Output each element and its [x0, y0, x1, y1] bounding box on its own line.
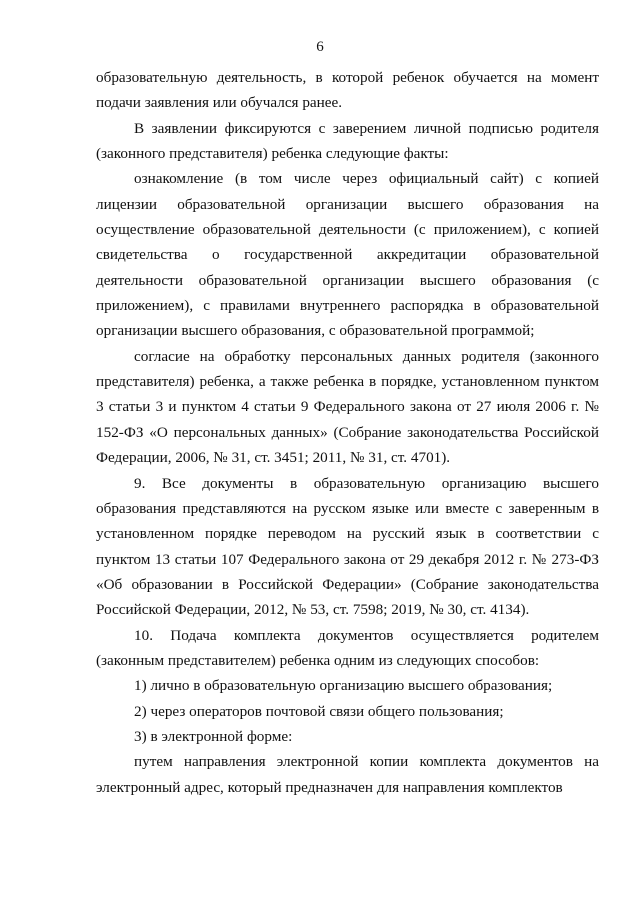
- list-item-electronic: 3) в электронной форме:: [134, 727, 293, 745]
- paragraph-license-acquaintance: ознакомление (в том числе через официальный сайт) с копией лицензии образовательной организации высшего образования на осуществление образовательной деятельности (с приложением), с копией свидетельства о государственной аккредитации образовательной деятельности образовательной организации высшего образования (с приложением), с правилами внутреннего распорядка в образовательной организации высшего образования, с образовательной программой;: [96, 170, 599, 340]
- paragraph-continuation: образовательную деятельность, в которой ребенок обучается на момент подачи заявления или обучался ранее.: [96, 69, 599, 112]
- list-item-postal: 2) через операторов почтовой связи общего пользования;: [134, 702, 504, 720]
- paragraph-application-facts: В заявлении фиксируются с заверением личной подписью родителя (законного представителя) ребенка следующие факты:: [96, 119, 599, 163]
- paragraph-electronic-copy: путем направления электронной копии комплекта документов на электронный адрес, который предназначен для направления комплектов: [96, 753, 599, 796]
- page-number: 6: [316, 39, 324, 55]
- list-item-in-person: 1) лично в образовательную организацию высшего образования;: [134, 677, 553, 695]
- paragraph-item-9: 9. Все документы в образовательную организацию высшего образования представляются на русском языке или вместе с заверенным в установленном порядке переводом на русский язык в соответствии с пунктом 13 статьи 107 Федерального закона от 29 декабря 2012 г. № 273-ФЗ «Об образовании в Российской Федерации» (Собрание законодательства Российской Федерации, 2012, № 53, ст. 7598; 2019, № 30, ст. 4134).: [96, 474, 599, 619]
- paragraph-item-10: 10. Подача комплекта документов осуществляется родителем (законным представителем) ребенка одним из следующих способов:: [96, 626, 599, 669]
- paragraph-personal-data-consent: согласие на обработку персональных данных родителя (законного представителя) ребенка, а также ребенка в порядке, установленном пунктом 3 статьи 3 и пунктом 4 статьи 9 Федерального закона от 27 июля 2006 г. № 152-ФЗ «О персональных данных» (Собрание законодательства Российской Федерации, 2006, № 31, ст. 3451; 2011, № 31, ст. 4701).: [96, 347, 599, 467]
- document-body: [96, 65, 599, 800]
